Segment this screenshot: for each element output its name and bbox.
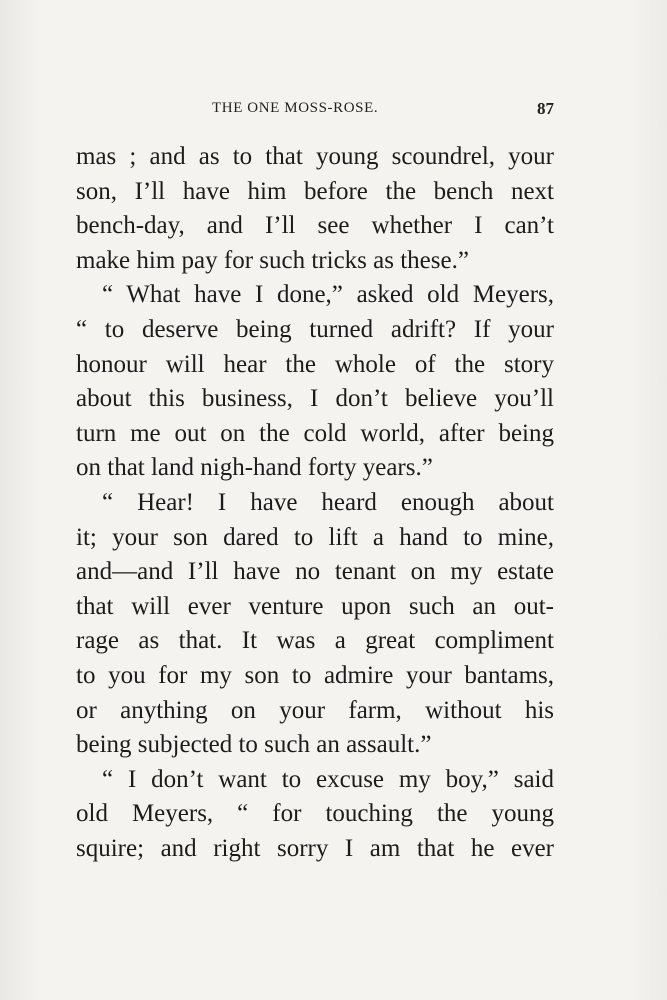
text-line: “ What have I done,” asked old Meyers, [102,281,554,309]
running-head [76,100,554,124]
text-line: make him pay for such tricks as these.” [76,246,469,274]
text-line: or anything on your farm, without his [76,696,554,724]
text-line: that will ever venture upon such an out- [76,592,554,620]
text-line: “ Hear! I have heard enough about [102,488,554,516]
text-line: turn me out on the cold world, after being [76,419,554,447]
text-line: to you for my son to admire your bantams, [76,661,554,689]
text-line: on that land nigh-hand forty years.” [76,454,433,482]
text-line: squire; and right sorry I am that he ever [76,834,554,862]
text-line: bench-day, and I’ll see whether I can’t [76,212,554,240]
text-line: about this business, I don’t believe you’ll [76,385,554,413]
text-line: son, I’ll have him before the bench next [76,177,554,205]
text-line: mas ; and as to that young scoundrel, your [76,143,554,170]
running-title: THE ONE MOSS-ROSE. [212,100,379,116]
text-line: it; your son dared to lift a hand to mine, [76,523,554,551]
text-line: “ I don’t want to excuse my boy,” said [102,765,554,793]
text-line: old Meyers, “ for touching the young [76,800,554,828]
body-text [76,140,554,866]
text-line: rage as that. It was a great compliment [76,627,554,655]
text-line: honour will hear the whole of the story [76,350,554,378]
text-line: “ to deserve being turned adrift? If your [76,315,554,343]
text-line: and—and I’ll have no tenant on my estate [76,558,554,586]
page-number: 87 [537,99,554,118]
text-line: being subjected to such an assault.” [76,731,432,759]
